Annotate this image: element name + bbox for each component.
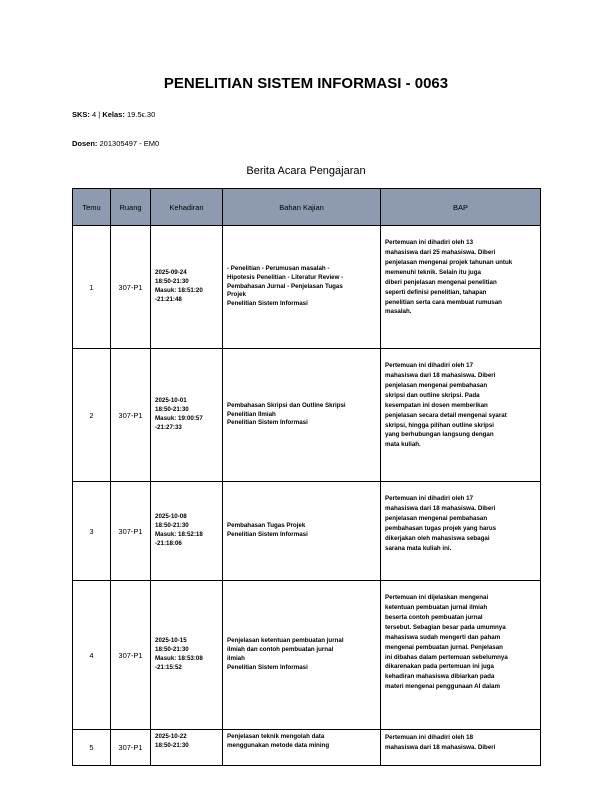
ruang-cell: 307-P1 <box>111 226 151 349</box>
ruang-cell: 307-P1 <box>111 581 151 730</box>
lecturer-meta <box>72 139 159 148</box>
bap-cell: Pertemuan ini dijelaskan mengenai ketentuan pembuatan jurnal ilmiah beserta contoh pembuatan jurnal tersebut. Sebagian besar pada umumnya mahasiswa sudah mengerti dan paham mengenai pembuatan jurnal. Penjelasan ini dibahas dalam pertemuan sebelumnya dikarenakan pada pertemuan ini juga kehadiran mahasiswa dibiarkan pada materi mengenai penggunaan AI dalam <box>381 581 541 730</box>
bahan-kajian-cell: Pembahasan Skripsi dan Outline Skripsi Penelitian Ilmiah Penelitian Sistem Informasi <box>223 349 381 482</box>
sks-label: SKS: <box>72 110 90 119</box>
ruang-cell: 307-P1 <box>111 482 151 581</box>
kelas-label: Kelas: <box>102 110 125 119</box>
bahan-kajian-cell: Penjelasan teknik mengolah data menggunakan metode data mining <box>223 730 381 766</box>
sks-value: 4 <box>92 110 97 119</box>
bap-cell: Pertemuan ini dihadiri oleh 17 mahasiswa dari 18 mahasiswa. Diberi penjelasan mengenai pembahasan pembahasan tugas projek yang harus dikerjakan oleh mahasiswa sebagai sarana mata kuliah ini. <box>381 482 541 581</box>
header-bap: BAP <box>381 189 541 226</box>
temu-cell: 5 <box>73 730 111 766</box>
table-row <box>73 349 541 482</box>
bap-cell: Pertemuan ini dihadiri oleh 13 mahasiswa dari 25 mahasiswa. Diberi penjelasan mengenai projek tahunan untuk memenuhi teknik. Selain itu juga diberi penjelasan mengenai penelitian seperti definisi penelitian, tahapan penelitian serta cara membuat rumusan masalah. <box>381 226 541 349</box>
kehadiran-cell: 2025-10-22 18:50-21:30 <box>151 730 223 766</box>
temu-cell: 1 <box>73 226 111 349</box>
header-kehadiran: Kehadiran <box>151 189 223 226</box>
kehadiran-cell: 2025-10-15 18:50-21:30 Masuk: 18:53:08 -21:15:52 <box>151 581 223 730</box>
kelas-value: 19.5ϵ.30 <box>126 110 156 119</box>
kehadiran-cell: 2025-10-01 18:50-21:30 Masuk: 19:00:57 -21:27:33 <box>151 349 223 482</box>
bap-cell: Pertemuan ini dihadiri oleh 17 mahasiswa dari 18 mahasiswa. Diberi penjelasan mengenai pembahasan skripsi dan outline skripsi. Pada kesempatan ini dosen memberikan penjelasan secara detail mengenai syarat skripsi, hingga pilihan outline skripsi yang berhubungan langsung dengan mata kuliah. <box>381 349 541 482</box>
header-ruang: Ruang <box>111 189 151 226</box>
course-meta <box>72 110 155 119</box>
temu-cell: 4 <box>73 581 111 730</box>
kehadiran-cell: 2025-10-08 18:50-21:30 Masuk: 18:52:18 -21:18:06 <box>151 482 223 581</box>
meta-separator: | <box>98 110 103 119</box>
table-header-row <box>73 189 541 226</box>
table-row <box>73 581 541 730</box>
ruang-cell: 307-P1 <box>111 730 151 766</box>
temu-cell: 3 <box>73 482 111 581</box>
dosen-value: 201305497 - EM0 <box>99 139 160 148</box>
temu-cell: 2 <box>73 349 111 482</box>
header-temu: Temu <box>73 189 111 226</box>
table-row <box>73 730 541 766</box>
teaching-record-table <box>72 188 541 766</box>
ruang-cell: 307-P1 <box>111 349 151 482</box>
table-row <box>73 226 541 349</box>
bahan-kajian-cell: Pembahasan Tugas Projek Penelitian Sistem Informasi <box>223 482 381 581</box>
bap-cell: Pertemuan ini dihadiri oleh 18 mahasiswa dari 18 mahasiswa. Diberi <box>381 730 541 766</box>
page-title: PENELITIAN SISTEM INFORMASI - 0063 <box>163 75 449 92</box>
bahan-kajian-cell: Penjelasan ketentuan pembuatan jurnal ilmiah dan contoh pembuatan jurnal ilmiah Penelitian Sistem Informasi <box>223 581 381 730</box>
kehadiran-cell: 2025-09-24 18:50-21:30 Masuk: 18:51:20 -21:21:48 <box>151 226 223 349</box>
section-title: Berita Acara Pengajaran <box>246 165 366 177</box>
dosen-label: Dosen: <box>72 139 98 148</box>
table-row <box>73 482 541 581</box>
bahan-kajian-cell: - Penelitian - Perumusan masalah - Hipotesis Penelitian - Literatur Review - Pembahasan Jurnal - Penjelasan Tugas Projek Penelitian Sistem Informasi <box>223 226 381 349</box>
header-bahan-kajian: Bahan Kajian <box>223 189 381 226</box>
